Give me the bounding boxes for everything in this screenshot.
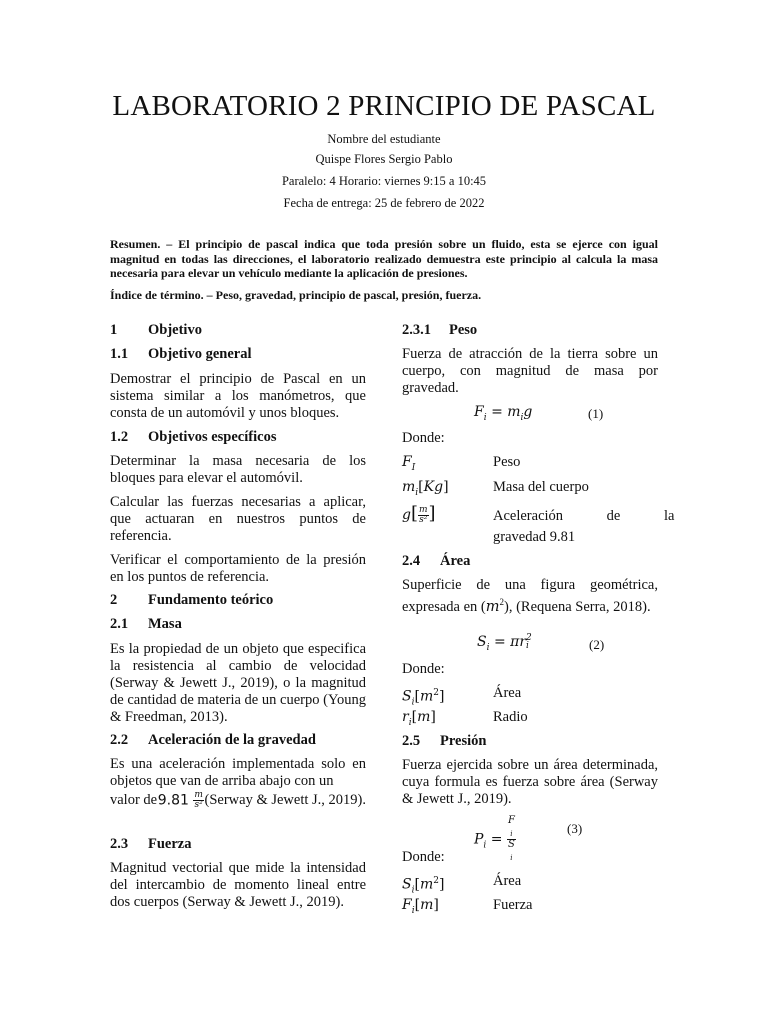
section-heading: 2.4 Área [402, 553, 471, 569]
paragraph: Calcular las fuerzas necesarias a aplicar, que actuaran en nuestros puntos de referencia. [110, 494, 366, 544]
symbol: $S_i[m^2]$ [402, 688, 445, 708]
equation-2: $S_i = \pi r$ 2 i [477, 633, 532, 653]
equation-number: (1) [588, 406, 604, 421]
paragraph: Magnitud vectorial que mide la intensidad del intercambio de momento lineal entre dos cuerpos (Serway & Jewett J., 2019). [110, 860, 366, 910]
section-heading: 1.2 Objetivos específicos [110, 429, 277, 445]
definition: Peso [493, 454, 521, 470]
student-label: Nombre del estudiante [327, 132, 441, 146]
section-heading: 1.1 Objetivo general [110, 346, 252, 362]
section-heading: 2.3 Fuerza [110, 836, 192, 852]
paragraph: Determinar la masa necesaria de los bloques para elevar el automóvil. [110, 453, 366, 486]
section-heading: 2.3.1 Peso [402, 322, 478, 338]
definition: gravedad 9.81 [493, 529, 576, 545]
equation-number: (2) [589, 637, 605, 652]
definition: Aceleración de la [493, 508, 675, 524]
symbol: $m_i[Kg]$ [402, 479, 449, 498]
symbol: $S_i[m^2]$ [402, 876, 445, 896]
page-title: LABORATORIO 2 PRINCIPIO DE PASCAL [112, 90, 656, 122]
section-heading: 2.1 Masa [110, 616, 182, 632]
paragraph: Demostrar el principio de Pascal en un sistema similar a los manómetros, que consta de un automóvil y unos bloques. [110, 371, 366, 421]
paragraph: Superficie de una figura geométrica, expresada en $(m^2)$, (Requena Serra, 2018). [402, 577, 658, 615]
paragraph: Es una aceleración implementada solo en objetos que van de arriba abajo con un [110, 756, 366, 789]
equation-3: $P_i$ = F $_i$ S $_i$ [474, 815, 515, 862]
definition: Fuerza [493, 897, 533, 913]
section-heading: 2.2 Aceleración de la gravedad [110, 732, 316, 748]
section-heading: 2.5 Presión [402, 733, 487, 749]
definition: Masa del cuerpo [493, 479, 589, 495]
symbol: $r_i[m]$ [402, 709, 436, 728]
equation-1: $F_i = m_ig$ [474, 404, 533, 423]
student-name: Quispe Flores Sergio Pablo [315, 152, 453, 166]
abstract-indice: Índice de término. – Peso, gravedad, principio de pascal, presión, fuerza. [110, 288, 482, 302]
donde-label: Donde: [402, 430, 445, 446]
gravity-value-line: valor de 9.81 $\frac{m}{\text{s²}}$ (Serway & Jewett J., 2019). [110, 790, 366, 810]
paragraph: Fuerza ejercida sobre un área determinada, cuya formula es fuerza sobre área (Serway & Jewett J., 2019). [402, 757, 658, 807]
section-heading: 1 Objetivo [110, 322, 202, 338]
symbol: $F_i[m]$ [402, 897, 439, 916]
equation-number: (3) [567, 821, 583, 836]
definition: Área [493, 873, 522, 889]
schedule: Paralelo: 4 Horario: viernes 9:15 a 10:45 [281, 174, 487, 188]
due-date: Fecha de entrega: 25 de febrero de 2022 [283, 196, 485, 210]
donde-label: Donde: [402, 849, 445, 865]
definition: Área [493, 685, 522, 701]
symbol: g[ $\frac{m}{\text{s²}}$ ] [402, 503, 436, 525]
gravity-value: 9.81 $\frac{m}{\text{s²}}$ [157, 790, 203, 810]
section-heading: 2 Fundamento teórico [110, 592, 274, 608]
paragraph: Fuerza de atracción de la tierra sobre un cuerpo, con magnitud de masa por gravedad. [402, 346, 658, 396]
symbol: $F_I$ [402, 454, 416, 473]
paragraph: Verificar el comportamiento de la presión en los puntos de referencia. [110, 552, 366, 585]
abstract-resumen: Resumen. – El principio de pascal indica que toda presión sobre un fluido, esta se ejerce con igual magnitud en todas las direcciones, el laboratorio realizado demuestra este principio al calcula la masa necesaria para elevar un vehículo mediante la aplicación de presiones. [110, 237, 658, 280]
paragraph: Es la propiedad de un objeto que especifica la resistencia al cambio de velocidad (Serway & Jewett J., 2019), o la magnitud de cantidad de materia de un cuerpo (Young & Freedman, 2013). [110, 641, 366, 725]
donde-label: Donde: [402, 661, 445, 677]
definition: Radio [493, 709, 528, 725]
